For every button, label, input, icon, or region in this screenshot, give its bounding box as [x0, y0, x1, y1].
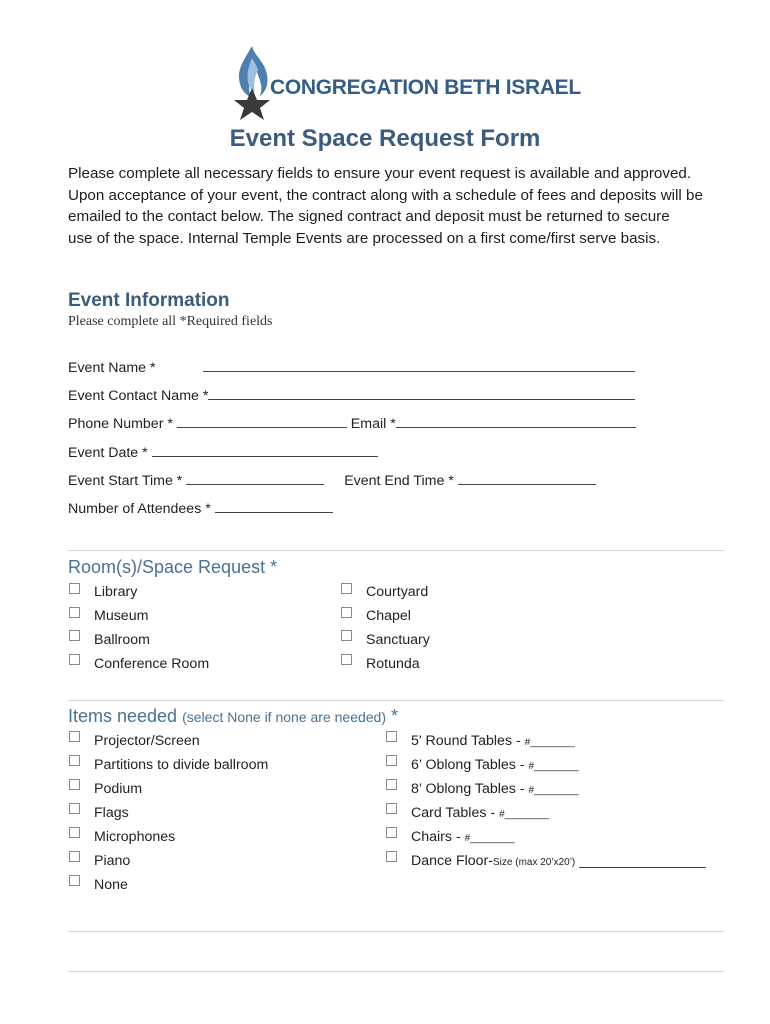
end-time-label: Event End Time * [344, 473, 454, 489]
intro-paragraph [68, 163, 738, 249]
chairs-count[interactable]: #________ [464, 833, 515, 844]
rooms-heading: Room(s)/Space Request * [68, 557, 278, 577]
checkbox-partitions[interactable] [69, 755, 80, 766]
round-tables-label: 5' Round Tables - [411, 733, 525, 749]
logo-text: CONGREGATION BETH ISRAEL [270, 76, 581, 99]
contact-name-row [68, 387, 635, 404]
8-oblong-label: 8’ Oblong Tables - [411, 781, 529, 797]
checkbox-museum[interactable] [69, 607, 80, 618]
room-label-ballroom: Ballroom [94, 632, 150, 648]
room-label-courtyard: Courtyard [366, 584, 429, 600]
checkbox-flags[interactable] [69, 803, 80, 814]
divider [68, 700, 724, 701]
checkbox-library[interactable] [69, 583, 80, 594]
item-label-round-tables [411, 733, 575, 749]
phone-email-row [68, 415, 636, 432]
checkbox-rotunda[interactable] [341, 654, 352, 665]
event-date-field[interactable] [152, 444, 378, 457]
checkbox-courtyard[interactable] [341, 583, 352, 594]
room-label-museum: Museum [94, 608, 149, 624]
checkbox-round-tables[interactable] [386, 731, 397, 742]
start-time-label: Event Start Time * [68, 473, 183, 489]
checkbox-none[interactable] [69, 875, 80, 886]
room-label-rotunda: Rotunda [366, 656, 420, 672]
phone-label: Phone Number * [68, 416, 173, 432]
divider [68, 971, 724, 972]
dance-floor-label: Dance Floor- [411, 853, 494, 869]
checkbox-chapel[interactable] [341, 607, 352, 618]
checkbox-conference-room[interactable] [69, 654, 80, 665]
items-heading-note: (select None if none are needed) [182, 709, 387, 725]
card-tables-count[interactable]: #________ [499, 809, 550, 820]
checkbox-projector[interactable] [69, 731, 80, 742]
end-time-field[interactable] [458, 472, 596, 485]
checkbox-ballroom[interactable] [69, 630, 80, 641]
event-date-row [68, 444, 378, 461]
item-label-podium: Podium [94, 781, 143, 797]
attendees-row [68, 500, 333, 517]
6-oblong-label: 6’ Oblong Tables - [411, 757, 529, 773]
contact-name-field[interactable] [208, 387, 635, 400]
start-time-field[interactable] [186, 472, 324, 485]
items-heading-star: * [391, 706, 399, 726]
required-note: Please complete all *Required fields [68, 314, 273, 329]
time-row [68, 472, 596, 489]
checkbox-chairs[interactable] [386, 827, 397, 838]
item-label-dance-floor [411, 853, 705, 869]
room-label-library: Library [94, 584, 138, 600]
checkbox-6-oblong-tables[interactable] [386, 755, 397, 766]
dance-floor-size-note: Size (max 20’x20’) [493, 857, 576, 868]
room-label-conference-room: Conference Room [94, 656, 210, 672]
item-label-card-tables [411, 805, 549, 821]
email-field[interactable] [396, 415, 636, 428]
divider [68, 550, 724, 551]
divider [68, 931, 724, 932]
email-label: Email * [350, 416, 396, 432]
event-name-field[interactable] [203, 359, 635, 372]
intro-line: use of the space. Internal Temple Events are processed on a first come/first serve basis. [68, 229, 661, 247]
item-label-microphones: Microphones [94, 829, 176, 845]
room-label-sanctuary: Sanctuary [366, 632, 430, 648]
item-label-flags: Flags [94, 805, 129, 821]
item-label-chairs [411, 829, 515, 845]
checkbox-piano[interactable] [69, 851, 80, 862]
phone-field[interactable] [177, 415, 347, 428]
intro-line: Upon acceptance of your event, the contract along with a schedule of fees and deposits will be [68, 186, 703, 204]
item-label-projector: Projector/Screen [94, 733, 200, 749]
item-label-none: None [94, 877, 128, 893]
items-heading-text: Items needed [68, 706, 178, 726]
item-label-8-oblong-tables [411, 781, 579, 797]
8-oblong-count[interactable]: #________ [528, 785, 579, 796]
round-tables-count[interactable]: #________ [524, 737, 575, 748]
checkbox-sanctuary[interactable] [341, 630, 352, 641]
card-tables-label: Card Tables - [411, 805, 500, 821]
item-label-piano: Piano [94, 853, 131, 869]
items-heading [68, 706, 398, 727]
item-label-6-oblong-tables [411, 757, 579, 773]
event-name-label: Event Name * [68, 360, 156, 376]
checkbox-card-tables[interactable] [386, 803, 397, 814]
checkbox-dance-floor[interactable] [386, 851, 397, 862]
event-name-row [68, 359, 635, 376]
6-oblong-count[interactable]: #________ [528, 761, 579, 772]
checkbox-podium[interactable] [69, 779, 80, 790]
event-date-label: Event Date * [68, 445, 148, 461]
room-label-chapel: Chapel [366, 608, 411, 624]
contact-name-label: Event Contact Name * [68, 388, 209, 404]
attendees-field[interactable] [215, 500, 333, 513]
intro-line: Please complete all necessary fields to ensure your event request is available and approved. [68, 165, 692, 182]
attendees-label: Number of Attendees * [68, 501, 211, 517]
form-title: Event Space Request Form [229, 125, 541, 152]
event-info-heading: Event Information [68, 290, 230, 311]
checkbox-8-oblong-tables[interactable] [386, 779, 397, 790]
checkbox-microphones[interactable] [69, 827, 80, 838]
intro-line: emailed to the contact below. The signed contract and deposit must be returned to secure [68, 208, 670, 226]
dance-floor-size-field[interactable]: ________________ [579, 853, 706, 869]
item-label-partitions: Partitions to divide ballroom [94, 757, 269, 773]
chairs-label: Chairs - [411, 829, 465, 845]
